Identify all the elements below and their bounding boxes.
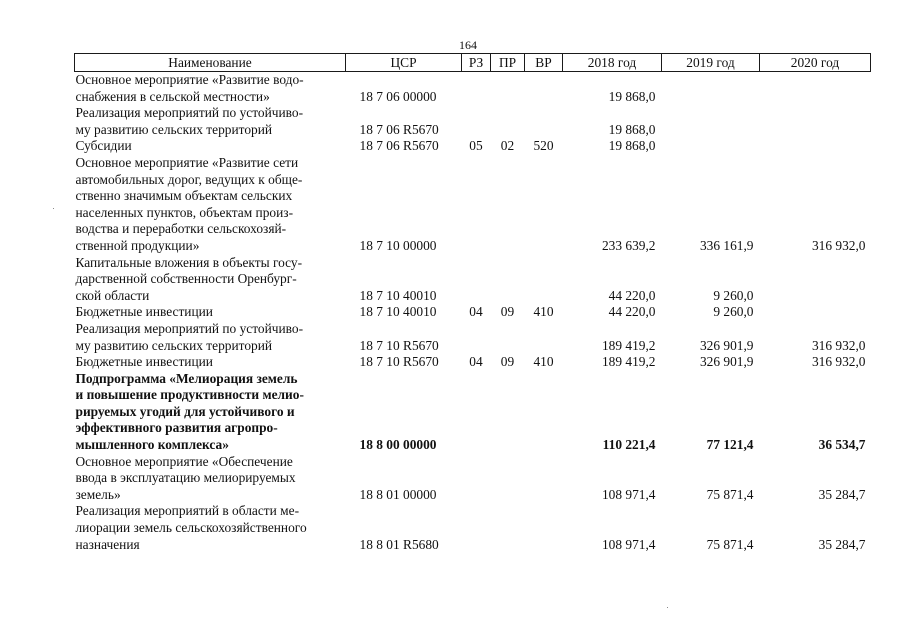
cell-year-2018: 110 221,4 xyxy=(602,437,656,453)
cell-year-2018: 44 220,0 xyxy=(608,304,656,320)
cell-pr xyxy=(491,454,525,504)
header-year-2020: 2020 год xyxy=(760,54,871,72)
cell-vr xyxy=(525,155,563,255)
cell-year-2019 xyxy=(662,138,760,155)
cell-csr: 18 7 10 R5670 xyxy=(359,337,439,353)
table-header-row xyxy=(75,54,871,72)
cell-rz: 05 xyxy=(469,138,483,154)
cell-year-2019: 326 901,9 xyxy=(699,354,754,370)
cell-vr: 410 xyxy=(533,354,554,370)
cell-csr: 18 7 06 00000 xyxy=(359,88,437,104)
cell-rz xyxy=(462,72,491,106)
cell-vr xyxy=(525,503,563,553)
cell-vr xyxy=(525,105,563,138)
cell-name: Бюджетные инвестиции xyxy=(75,354,213,370)
table-row xyxy=(75,155,871,255)
cell-csr: 18 7 06 R5670 xyxy=(359,138,439,154)
cell-name: Бюджетные инвестиции xyxy=(75,304,213,320)
cell-rz: 04 xyxy=(469,304,483,320)
cell-vr: 520 xyxy=(533,138,554,154)
cell-year-2018: 189 419,2 xyxy=(601,337,656,353)
cell-rz xyxy=(462,454,491,504)
cell-vr xyxy=(525,72,563,106)
cell-year-2020: 316 932,0 xyxy=(811,337,866,353)
cell-year-2020: 316 932,0 xyxy=(811,237,866,253)
cell-rz xyxy=(462,155,491,255)
cell-year-2019: 326 901,9 xyxy=(699,337,754,353)
cell-name: Основное мероприятие «Развитие сети автомобильных дорог, ведущих к обще- ственно значимым объектам сельских населенных пунктов, объектам произ- водства и переработки сельскохозяй- ственной продукции» xyxy=(75,154,303,253)
table-row xyxy=(75,371,871,454)
header-vr: ВР xyxy=(525,54,563,72)
table-row xyxy=(75,321,871,354)
cell-vr xyxy=(525,454,563,504)
table-row xyxy=(75,304,871,321)
cell-rz xyxy=(462,105,491,138)
cell-rz xyxy=(462,255,491,305)
cell-year-2020 xyxy=(760,72,871,106)
cell-year-2018: 108 971,4 xyxy=(601,486,656,502)
table-row xyxy=(75,454,871,504)
header-pr: ПР xyxy=(491,54,525,72)
cell-vr xyxy=(525,255,563,305)
cell-year-2018: 19 868,0 xyxy=(608,138,656,154)
cell-year-2018: 233 639,2 xyxy=(601,237,656,253)
cell-vr: 410 xyxy=(533,304,554,320)
cell-pr xyxy=(491,105,525,138)
cell-year-2020: 36 534,7 xyxy=(818,437,866,453)
cell-year-2018: 19 868,0 xyxy=(608,88,656,104)
cell-year-2020: 35 284,7 xyxy=(818,486,866,502)
cell-year-2019: 9 260,0 xyxy=(713,304,754,320)
cell-year-2020 xyxy=(760,255,871,305)
cell-rz xyxy=(462,503,491,553)
cell-pr xyxy=(491,321,525,354)
cell-csr: 18 7 10 00000 xyxy=(359,237,437,253)
cell-vr xyxy=(525,321,563,354)
cell-name: Реализация мероприятий по устойчиво- му развитию сельских территорий xyxy=(75,320,304,353)
cell-pr xyxy=(491,371,525,454)
cell-year-2020: 316 932,0 xyxy=(811,354,866,370)
cell-pr xyxy=(491,255,525,305)
cell-csr: 18 7 10 40010 xyxy=(359,287,437,303)
cell-pr: 02 xyxy=(500,138,515,154)
cell-name: Реализация мероприятий по устойчиво- му развитию сельских территорий xyxy=(75,105,304,137)
table-row xyxy=(75,138,871,155)
cell-year-2019: 75 871,4 xyxy=(706,486,754,502)
table-row xyxy=(75,255,871,305)
header-rz: РЗ xyxy=(462,54,491,72)
header-name: Наименование xyxy=(75,54,346,72)
header-csr: ЦСР xyxy=(346,54,462,72)
cell-csr: 18 8 01 R5680 xyxy=(359,536,439,552)
table-row xyxy=(75,72,871,106)
cell-year-2018: 108 971,4 xyxy=(601,536,656,552)
cell-name: Реализация мероприятий в области ме- лиорации земель сельскохозяйственного назначения xyxy=(75,503,307,552)
cell-year-2019: 336 161,9 xyxy=(699,237,754,253)
scan-speck xyxy=(667,607,668,608)
cell-pr xyxy=(491,503,525,553)
cell-csr: 18 7 06 R5670 xyxy=(359,121,439,137)
cell-pr xyxy=(491,72,525,106)
table-row xyxy=(75,105,871,138)
cell-csr: 18 8 00 00000 xyxy=(359,437,437,453)
scan-speck xyxy=(53,208,54,209)
header-year-2018: 2018 год xyxy=(563,54,662,72)
cell-year-2020 xyxy=(760,304,871,321)
cell-year-2020 xyxy=(760,138,871,155)
cell-name: Основное мероприятие «Обеспечение ввода в эксплуатацию мелиорируемых земель» xyxy=(75,453,296,502)
cell-year-2018: 44 220,0 xyxy=(608,287,656,303)
cell-rz: 04 xyxy=(469,354,483,370)
cell-year-2018: 189 419,2 xyxy=(601,354,656,370)
cell-rz xyxy=(462,321,491,354)
table-row xyxy=(75,354,871,371)
cell-name: Капитальные вложения в объекты госу- дарственной собственности Оренбург- ской области xyxy=(75,254,303,303)
cell-csr: 18 8 01 00000 xyxy=(359,486,437,502)
cell-vr xyxy=(525,371,563,454)
cell-name: Подпрограмма «Мелиорация земель и повышение продуктивности мелио- рируемых угодий для устойчивого и эффективного развития агропро- мышленного комплекса» xyxy=(75,370,304,453)
cell-csr: 18 7 10 40010 xyxy=(359,304,437,320)
cell-year-2019: 9 260,0 xyxy=(713,287,754,303)
cell-name: Субсидии xyxy=(75,138,132,154)
cell-year-2020 xyxy=(760,105,871,138)
header-year-2019: 2019 год xyxy=(662,54,760,72)
cell-year-2018: 19 868,0 xyxy=(608,121,656,137)
table-body xyxy=(75,72,871,554)
cell-year-2020: 35 284,7 xyxy=(818,536,866,552)
cell-year-2019 xyxy=(662,72,760,106)
cell-pr xyxy=(491,155,525,255)
cell-year-2019: 77 121,4 xyxy=(706,437,754,453)
cell-pr: 09 xyxy=(500,354,515,370)
cell-name: Основное мероприятие «Развитие водо- снабжения в сельской местности» xyxy=(75,72,304,104)
page-number: 164 xyxy=(459,38,477,52)
cell-year-2019 xyxy=(662,105,760,138)
cell-year-2019: 75 871,4 xyxy=(706,536,754,552)
table-row xyxy=(75,503,871,553)
budget-table xyxy=(74,53,871,553)
cell-csr: 18 7 10 R5670 xyxy=(359,354,439,370)
cell-rz xyxy=(462,371,491,454)
cell-pr: 09 xyxy=(500,304,515,320)
